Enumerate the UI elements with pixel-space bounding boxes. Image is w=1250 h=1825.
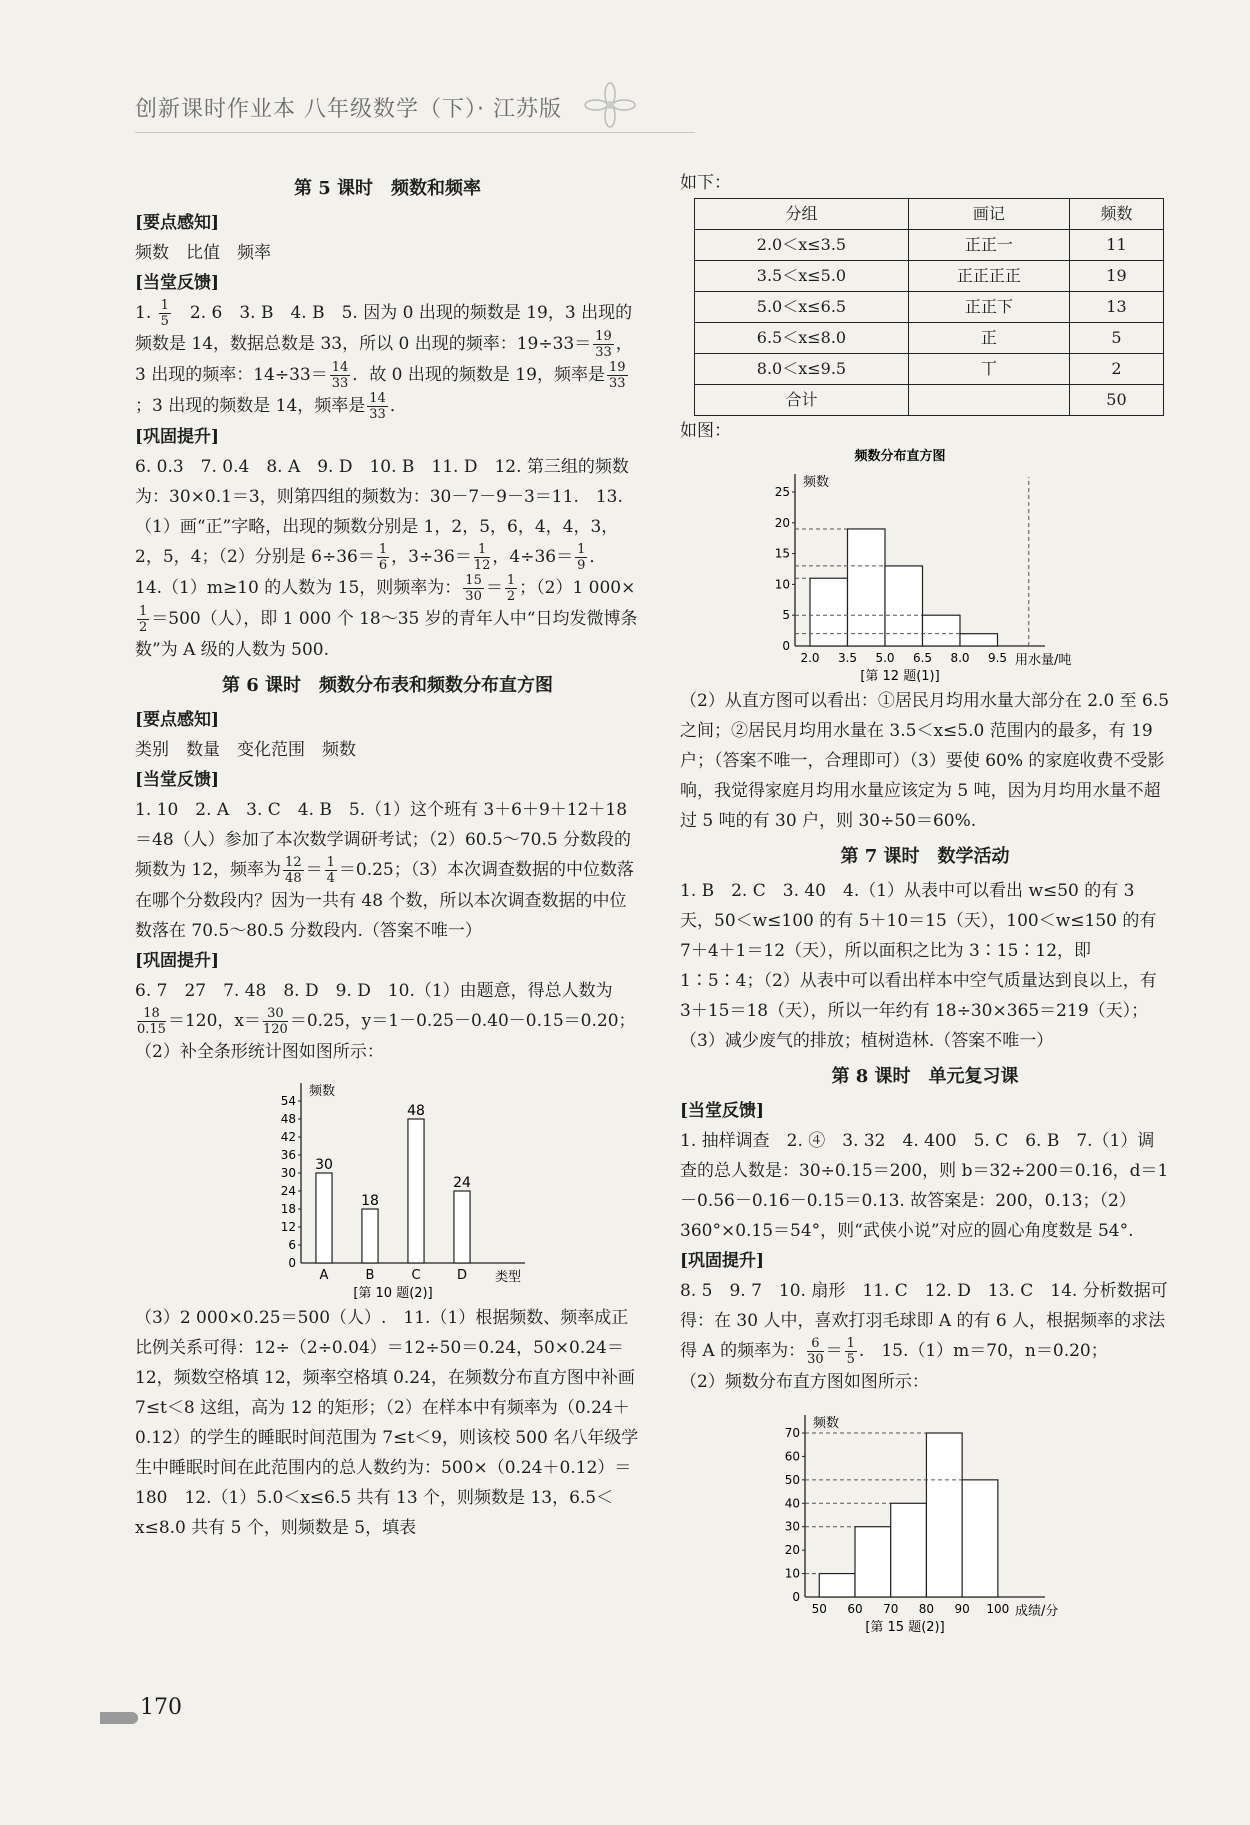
histogram-bar [819, 1574, 855, 1597]
left-column [135, 168, 640, 1543]
y-tick-label: 20 [774, 515, 790, 530]
y-tick-label: 12 [280, 1220, 296, 1234]
table-row [695, 292, 1164, 323]
table-cell: 正正正正 [908, 261, 1069, 292]
chart-15-container [680, 1397, 1170, 1637]
table-cell: 8.0＜x≤9.5 [695, 354, 909, 385]
x-tick-label: 60 [847, 1602, 863, 1616]
table-cell: 2.0＜x≤3.5 [695, 230, 909, 261]
table-row [695, 261, 1164, 292]
y-tick-label: 42 [280, 1130, 296, 1144]
consolidation-label: [巩固提升] [680, 1251, 765, 1271]
y-tick-label: 18 [280, 1202, 296, 1216]
y-tick-label: 36 [280, 1148, 296, 1162]
histogram-bar [855, 1527, 891, 1597]
x-tick-label: 5.0 [875, 651, 895, 665]
answer-block: （2）补全条形统计图如图所示： [135, 1042, 384, 1062]
y-tick-label: 60 [784, 1449, 800, 1464]
chart-10-container [135, 1067, 640, 1303]
x-tick-label: D [456, 1268, 468, 1283]
table-cell: 频数 [1069, 199, 1163, 230]
y-tick-label: 70 [784, 1426, 800, 1440]
answer-block: 6. 0.3 7. 0.4 8. A 9. D 10. B 11. D 12. 第三组的频数为：30×0.1＝3，则第四组的频数为：30－7－9－3＝11. 13.（1）画“正”字略，出现的频数分别是 1，2，5，6，4，4，3，2，5，4；（2）分别是 6÷36＝ $\frac{1}{6}$ ，3÷36＝ $\frac{1}{12}$ ，4÷36＝ $\frac{1}{9}$ ． [135, 457, 629, 573]
table-cell: 50 [1069, 385, 1163, 416]
table-cell: 6.5＜x≤8.0 [695, 323, 909, 354]
table-cell: 画记 [908, 199, 1069, 230]
key-points-text: 类别 数量 变化范围 频数 [135, 740, 356, 760]
histogram-bar [962, 1480, 998, 1597]
x-tick-label: 90 [954, 1602, 970, 1616]
x-tick-label: 2.0 [800, 651, 820, 665]
x-axis-label: 类型 [495, 1270, 522, 1285]
y-tick-label: 5 [782, 608, 790, 623]
answer-block: 如下： [680, 173, 731, 193]
answer-block: 6. 7 27 7. 48 8. D 9. D 10.（1）由题意，得总人数为 $\frac{18}{0.15}$ ＝120，x＝ $\frac{30}{120}$ ＝0.25，y＝1－0.25－0.40－0.15＝0.20； [135, 981, 636, 1037]
fraction: $\frac{1}{5}$ [160, 298, 169, 329]
histogram-bar [926, 1433, 962, 1597]
y-tick-label: 24 [280, 1184, 296, 1198]
chart-12-container [680, 446, 1170, 686]
x-tick-label: 80 [918, 1602, 935, 1616]
chart-title: 频数分布直方图 [854, 449, 946, 464]
answer-block: 如图： [680, 421, 731, 441]
y-tick-label: 40 [784, 1496, 800, 1511]
flower-ornament-icon [580, 80, 640, 130]
histogram-bar [848, 529, 886, 646]
data-label: 24 [453, 1175, 471, 1191]
histogram-bar [923, 615, 961, 646]
x-tick-label: A [319, 1268, 329, 1283]
answer-block: （2）频数分布直方图如图所示： [680, 1372, 929, 1392]
x-axis-label: 成绩/分 [1015, 1604, 1059, 1619]
bar [316, 1173, 332, 1263]
y-tick-label: 0 [792, 1590, 800, 1604]
classroom-feedback-label: [当堂反馈] [135, 273, 220, 293]
y-tick-label: 10 [784, 1566, 800, 1581]
table-cell [908, 385, 1069, 416]
table-cell: 13 [1069, 292, 1163, 323]
answer-block: 1. $\frac{1}{5}$ 2. 6 3. B 4. B 5. 因为 0 出现的频数是 19，3 出现的频数是 14，数据总数是 33，所以 0 出现的频率：19÷33＝ $\frac{19}{33}$ ，3 出现的频率：14÷33＝ $\frac{14}{33}$ ．故 0 出现的频数是 19，频率是 $\frac{19}{33}$ ；3 出现的频数是 14，频率是 $\frac{14}{33}$ ． [135, 298, 633, 422]
y-tick-label: 30 [784, 1519, 800, 1534]
y-tick-label: 50 [784, 1472, 800, 1487]
book-header: 创新课时作业本 八年级数学（下）· 江苏版 [135, 97, 562, 122]
y-tick-label: 20 [784, 1543, 800, 1558]
y-tick-label: 25 [774, 485, 790, 499]
histogram-bar [810, 578, 848, 646]
table-cell: 正 [908, 323, 1069, 354]
chart-caption: [第 15 题(2)] [865, 1620, 945, 1635]
table-cell: 19 [1069, 261, 1163, 292]
data-label: 30 [315, 1157, 333, 1173]
x-tick-label: B [365, 1268, 375, 1283]
histogram-q12 [755, 446, 1085, 686]
y-axis-label: 频数 [803, 475, 830, 490]
x-tick-label: 100 [986, 1602, 1010, 1616]
right-column [680, 168, 1170, 1637]
histogram-q15 [765, 1397, 1085, 1637]
table-cell: 2 [1069, 354, 1163, 385]
header-rule [135, 132, 695, 133]
classroom-feedback-label: [当堂反馈] [680, 1101, 765, 1121]
page-number: 170 [140, 1695, 182, 1720]
answer-block: 1. B 2. C 3. 40 4.（1）从表中可以看出 w≤50 的有 3 天，50＜w≤100 的有 5＋10＝15（天），100＜w≤150 的有 7＋4＋1＝12（天），所以面积之比为 3∶15∶12，即 1∶5∶4；（2）从表中可以看出样本中空气质量达到良以上，有 3＋15＝18（天），所以一年约有 18÷30×365＝219（天）；（3）减少废气的排放；植树造林.（答案不唯一） [680, 881, 1157, 1051]
answer-block: 1. 抽样调查 2. ④ 3. 32 4. 400 5. C 6. B 7.（1）调查的总人数是：30÷0.15＝200，则 b＝32÷200＝0.16，d＝1－0.56－0.16－0.15＝0.13. 故答案是：200，0.13；（2）360°×0.15＝54°，则“武侠小说”对应的圆心角度数是 54°. [680, 1131, 1169, 1241]
lesson-6-title: 第 6 课时 频数分布表和频数分布直方图 [221, 675, 554, 696]
classroom-feedback-label: [当堂反馈] [135, 770, 220, 790]
data-label: 48 [407, 1103, 425, 1119]
x-tick-label: 50 [811, 1602, 827, 1616]
histogram-bar [960, 634, 998, 646]
key-points-label: [要点感知] [135, 213, 220, 233]
consolidation-label: [巩固提升] [135, 427, 220, 447]
table-cell: 正正一 [908, 230, 1069, 261]
table-cell: 正正下 [908, 292, 1069, 323]
y-tick-label: 6 [288, 1238, 296, 1252]
answer-block: （3）2 000×0.25＝500（人）. 11.（1）根据频数、频率成正比例关系可得：12÷（2÷0.04）＝12÷50＝0.24，50×0.24＝12，频数空格填 12，频率空格填 0.24，在频数分布直方图中补画 7≤t＜8 这组，高为 12 的矩形；（2）在样本中有频率为（0.24＋0.12）的学生的睡眠时间范围为 7≤t＜9，则该校 500 名八年级学生中睡眠时间在此范围内的总人数约为：500×（0.24＋0.12）＝180 12.（1）5.0＜x≤6.5 共有 13 个，则频数是 13，6.5＜x≤8.0 共有 5 个，则频数是 5，填表 [135, 1308, 639, 1538]
y-tick-label: 54 [280, 1094, 296, 1108]
table-cell: 丅 [908, 354, 1069, 385]
answer-block: 1. 10 2. A 3. C 4. B 5.（1）这个班有 3＋6＋9＋12＋18＝48（人）参加了本次数学调研考试；（2）60.5～70.5 分数段的频数为 12，频率为 $\frac{12}{48}$ ＝ $\frac{1}{4}$ ＝0.25；（3）本次调查数据的中位数落在哪个分数段内？因为一共有 48 个数，所以本次调查数据的中位数落在 70.5～80.5 分数段内.（答案不唯一） [135, 800, 635, 941]
y-tick-label: 48 [280, 1112, 296, 1126]
x-tick-label: 3.5 [837, 651, 858, 665]
table-row [695, 323, 1164, 354]
answer-block: 14.（1）m≥10 的人数为 15，则频率为： $\frac{15}{30}$ ＝ $\frac{1}{2}$ ；（2）1 000× $\frac{1}{2}$ ＝500（人），即 1 000 个 18～35 岁的青年人中“日均发微博条数”为 A 级的人数为 500. [135, 573, 638, 660]
fraction: $\frac{19}{33}$ [595, 329, 612, 360]
fraction: $\frac{14}{33}$ [369, 391, 386, 422]
y-tick-label: 0 [782, 639, 790, 653]
data-label: 18 [361, 1193, 379, 1209]
bar [362, 1209, 378, 1263]
answer-block: （2）从直方图可以看出：①居民月均用水量大部分在 2.0 至 6.5 之间；②居民月均用水量在 3.5＜x≤5.0 范围内的最多，有 19 户；（答案不唯一，合理即可）（3）要使 60% 的家庭收费不受影响，我觉得家庭月均用水量应该定为 5 吨，因为月均用水量不超过 5 吨的有 30 户，则 30÷50＝60%. [680, 691, 1170, 831]
x-tick-label: C [411, 1268, 421, 1283]
lesson-8-title: 第 8 课时 单元复习课 [831, 1066, 1019, 1087]
lesson-5-title: 第 5 课时 频数和频率 [293, 178, 482, 199]
table-row [695, 385, 1164, 416]
chart-caption: [第 10 题(2)] [353, 1286, 433, 1301]
x-tick-label: 9.5 [987, 651, 1008, 665]
table-cell: 5.0＜x≤6.5 [695, 292, 909, 323]
table-row [695, 354, 1164, 385]
frequency-table [694, 198, 1164, 416]
y-tick-label: 30 [280, 1166, 296, 1180]
x-tick-label: 70 [883, 1602, 899, 1616]
fraction: $\frac{14}{33}$ [331, 360, 349, 391]
bar-chart-q10 [265, 1067, 565, 1303]
key-points-label: [要点感知] [135, 710, 220, 730]
table-cell: 3.5＜x≤5.0 [695, 261, 909, 292]
consolidation-label: [巩固提升] [135, 951, 220, 971]
table-cell: 11 [1069, 230, 1163, 261]
y-tick-label: 15 [774, 546, 790, 561]
fraction: $\frac{19}{33}$ [608, 360, 626, 391]
y-axis-label: 频数 [309, 1084, 336, 1099]
chart-caption: [第 12 题(1)] [860, 669, 940, 684]
lesson-7-title: 第 7 课时 数学活动 [840, 846, 1010, 867]
y-tick-label: 10 [774, 577, 790, 592]
y-axis-label: 频数 [813, 1416, 840, 1431]
table-cell: 合计 [695, 385, 909, 416]
bar [408, 1119, 424, 1263]
x-tick-label: 6.5 [912, 651, 933, 665]
table-cell: 5 [1069, 323, 1163, 354]
table-cell: 分组 [695, 199, 909, 230]
key-points-text: 频数 比值 频率 [135, 243, 271, 263]
bar [454, 1191, 470, 1263]
x-axis-label: 用水量/吨 [1015, 653, 1072, 668]
histogram-bar [891, 1503, 927, 1597]
answer-block: 8. 5 9. 7 10. 扇形 11. C 12. D 13. C 14. 分析数据可得：在 30 人中，喜欢打羽毛球即 A 的有 6 人，根据频率的求法得 A 的频率为： $\frac{6}{30}$ ＝ $\frac{1}{5}$ . 15.（1）m＝70，n＝0.20； [680, 1281, 1168, 1367]
table-header-row [695, 199, 1164, 230]
y-tick-label: 0 [288, 1256, 296, 1270]
page-tab-marker [100, 1712, 138, 1724]
table-row [695, 230, 1164, 261]
x-tick-label: 8.0 [950, 651, 970, 665]
